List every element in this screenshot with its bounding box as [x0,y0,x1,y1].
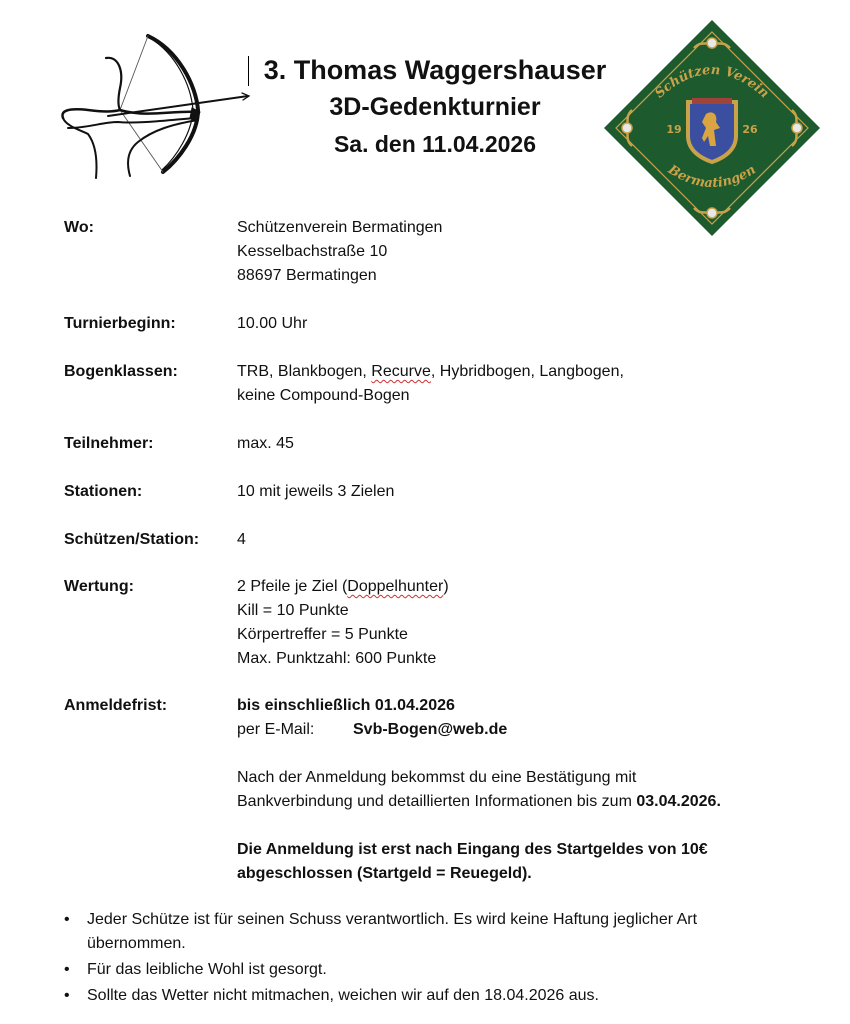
text-segment: ) [443,578,449,595]
detail-value [237,216,797,288]
detail-value [237,360,797,408]
list-item-text: Jeder Schütze ist für seinen Schuss verantwortlich. Es wird keine Haftung jeglicher Art [87,911,698,928]
text-line: keine Compound-Bogen [237,387,410,404]
detail-label: Anmeldefrist: [64,697,168,714]
archer-logo [58,30,258,180]
emblem-year-left: 19 [666,123,682,136]
email-label: per E-Mail: [237,721,315,738]
bullet-icon: • [64,911,70,928]
spellcheck-word: Recurve [371,363,431,380]
text-line: Kill = 10 Punkte [237,602,349,619]
notice-line: Die Anmeldung ist erst nach Eingang des Startgeldes von 10€ [237,841,708,858]
title-line-2: 3D-Gedenkturnier [329,93,541,121]
detail-label: Wo: [64,219,94,236]
text-segment: Bankverbindung und detaillierten Informationen bis zum [237,793,637,810]
address-line: Schützenverein Bermatingen [237,219,443,236]
detail-value [237,575,797,671]
detail-value: 10 mit jeweils 3 Zielen [237,483,395,500]
detail-label: Stationen: [64,483,143,500]
spellcheck-word: Doppelhunter [347,578,444,595]
emblem-year-right: 26 [742,123,758,136]
title-line-1: 3. Thomas Waggershauser [263,55,607,85]
notice-line: abgeschlossen (Startgeld = Reuegeld). [237,865,532,882]
confirmation-date: 03.04.2026. [636,793,721,810]
detail-value: max. 45 [237,435,294,452]
text-segment: 2 Pfeile je Ziel ( [237,578,348,595]
text-line: Körpertreffer = 5 Punkte [237,626,408,643]
emblem-text-bottom: Bermatingen [665,162,759,192]
list-item [64,908,794,956]
title-block [240,52,630,162]
text-segment: TRB, Blankbogen, [237,363,372,380]
detail-label: Schützen/Station: [64,531,200,548]
emblem-text-top: Schützen Verein [652,62,772,102]
detail-label: Bogenklassen: [64,363,178,380]
detail-label: Teilnehmer: [64,435,154,452]
list-item-text: Für das leibliche Wohl ist gesorgt. [87,961,327,978]
detail-label: Wertung: [64,578,134,595]
detail-value [237,694,797,886]
text-line: Max. Punktzahl: 600 Punkte [237,650,437,667]
club-emblem [602,18,822,238]
detail-value: 10.00 Uhr [237,315,308,332]
email-link[interactable]: Svb-Bogen@web.de [353,721,508,738]
text-line: Nach der Anmeldung bekommst du eine Bestätigung mit [237,769,637,786]
bullet-icon: • [64,987,70,1004]
list-item-text: Sollte das Wetter nicht mitmachen, weichen wir auf den 18.04.2026 aus. [87,987,599,1004]
address-line: Kesselbachstraße 10 [237,243,388,260]
detail-value: 4 [237,531,246,548]
bullet-icon: • [64,961,70,978]
detail-label: Turnierbeginn: [64,315,176,332]
text-segment: , Hybridbogen, Langbogen, [430,363,624,380]
notes-list [64,908,794,1010]
list-item [64,984,794,1008]
list-item-text: übernommen. [87,935,186,952]
list-item [64,958,794,982]
title-line-3: Sa. den 11.04.2026 [333,131,537,157]
deadline-text: bis einschließlich 01.04.2026 [237,697,455,714]
address-line: 88697 Bermatingen [237,267,377,284]
